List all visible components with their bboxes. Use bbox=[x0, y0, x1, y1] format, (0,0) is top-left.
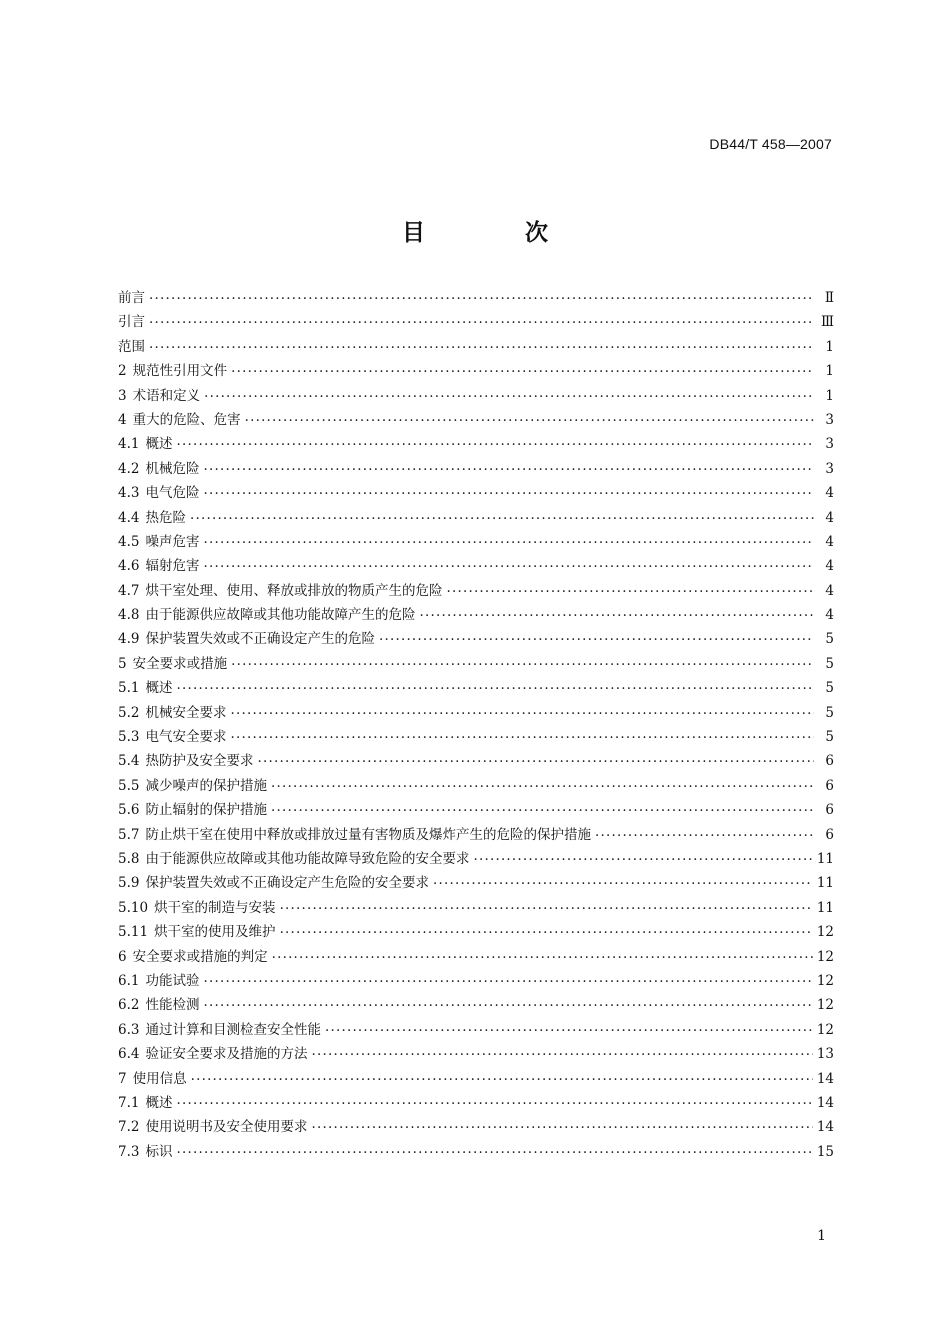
dot-leader bbox=[595, 828, 814, 844]
dot-leader bbox=[271, 779, 814, 795]
toc-entry-number: 5.2 bbox=[118, 704, 140, 721]
toc-entry[interactable] bbox=[118, 286, 834, 310]
toc-entry-title: 烘干室的制造与安装 bbox=[154, 899, 276, 916]
toc-entry-number: 4 bbox=[118, 411, 127, 428]
toc-entry-page: 13 bbox=[816, 1046, 834, 1063]
toc-entry-page: 1 bbox=[825, 338, 834, 355]
toc-entry-page: 12 bbox=[816, 972, 834, 989]
dot-leader bbox=[203, 462, 814, 478]
toc-entry-page: 3 bbox=[825, 436, 834, 453]
toc-entry-number: 4.8 bbox=[118, 607, 140, 624]
dot-leader bbox=[191, 1072, 813, 1088]
dot-leader bbox=[149, 291, 814, 307]
toc-entry-number: 7.3 bbox=[118, 1143, 140, 1160]
dot-leader bbox=[257, 754, 814, 770]
toc-entry-number: 5.10 bbox=[118, 899, 149, 916]
toc-entry-page: 6 bbox=[825, 777, 834, 794]
toc-entry-title: 规范性引用文件 bbox=[132, 363, 228, 380]
toc-entry[interactable] bbox=[118, 993, 834, 1017]
toc-entry-number: 6.3 bbox=[118, 1021, 140, 1038]
dot-leader bbox=[272, 950, 813, 966]
toc-entry-title: 机械安全要求 bbox=[145, 704, 227, 721]
toc-entry-page: 5 bbox=[825, 704, 834, 721]
toc-entry-page: 15 bbox=[816, 1143, 834, 1160]
toc-entry-page: 1 bbox=[825, 387, 834, 404]
toc-entry[interactable] bbox=[118, 530, 834, 554]
toc-entry[interactable] bbox=[118, 579, 834, 603]
toc-entry-title: 安全要求或措施 bbox=[132, 655, 228, 672]
toc-entry-page: 14 bbox=[816, 1094, 834, 1111]
toc-entry[interactable] bbox=[118, 701, 834, 725]
dot-leader bbox=[311, 1047, 812, 1063]
toc-entry[interactable] bbox=[118, 749, 834, 773]
toc-entry-number: 4.6 bbox=[118, 558, 140, 575]
toc-entry-page: 4 bbox=[825, 485, 834, 502]
dot-leader bbox=[230, 730, 814, 746]
dot-leader bbox=[311, 1120, 812, 1136]
toc-entry[interactable] bbox=[118, 1140, 834, 1164]
toc-entry-page: Ⅱ bbox=[824, 290, 834, 306]
toc-entry-title: 引言 bbox=[118, 314, 145, 331]
toc-entry-title: 由于能源供应故障或其他功能故障产生的危险 bbox=[145, 607, 416, 624]
toc-entry-number: 4.9 bbox=[118, 631, 140, 648]
toc-entry-number: 6 bbox=[118, 948, 127, 965]
toc-entry[interactable] bbox=[118, 506, 834, 530]
toc-entry-title: 噪声危害 bbox=[145, 533, 200, 550]
toc-entry-page: Ⅲ bbox=[820, 314, 834, 331]
dot-leader bbox=[176, 1145, 812, 1161]
toc-entry-title: 概述 bbox=[145, 436, 173, 453]
dot-leader bbox=[379, 632, 814, 648]
toc-entry[interactable] bbox=[118, 603, 834, 627]
toc-entry-title: 保护装置失效或不正确设定产生的危险 bbox=[145, 631, 375, 648]
toc-entry-number: 4.2 bbox=[118, 460, 140, 477]
toc-entry[interactable] bbox=[118, 310, 834, 334]
toc-entry-title: 通过计算和目测检查安全性能 bbox=[145, 1021, 321, 1038]
toc-entry-page: 12 bbox=[816, 1021, 834, 1038]
toc-entry-number: 6.4 bbox=[118, 1046, 140, 1063]
dot-leader bbox=[446, 584, 814, 600]
toc-entry-number: 4.7 bbox=[118, 582, 140, 599]
toc-entry[interactable] bbox=[118, 1067, 834, 1091]
toc-entry-title: 辐射危害 bbox=[145, 558, 200, 575]
toc-entry[interactable] bbox=[118, 798, 834, 822]
toc-entry-page: 6 bbox=[825, 753, 834, 770]
toc-entry-page: 4 bbox=[825, 607, 834, 624]
toc-entry-title: 保护装置失效或不正确设定产生危险的安全要求 bbox=[145, 875, 429, 892]
toc-entry[interactable] bbox=[118, 847, 834, 871]
dot-leader bbox=[230, 706, 814, 722]
toc-entry-number: 6.1 bbox=[118, 972, 140, 989]
toc-entry-title: 电气安全要求 bbox=[145, 729, 227, 746]
toc-entry-number: 4.1 bbox=[118, 436, 140, 453]
toc-entry-page: 11 bbox=[816, 850, 834, 867]
toc-entry-page: 14 bbox=[816, 1070, 834, 1087]
toc-entry-page: 1 bbox=[825, 363, 834, 380]
dot-leader bbox=[231, 657, 814, 673]
toc-entry-title: 机械危险 bbox=[145, 460, 200, 477]
toc-entry-title: 防止烘干室在使用中释放或排放过量有害物质及爆炸产生的危险的保护措施 bbox=[145, 826, 591, 843]
dot-leader bbox=[149, 340, 814, 356]
toc-entry-number: 7.1 bbox=[118, 1094, 140, 1111]
dot-leader bbox=[325, 1023, 813, 1039]
dot-leader bbox=[149, 315, 814, 331]
toc-entry-number: 7.2 bbox=[118, 1119, 140, 1136]
toc-entry[interactable] bbox=[118, 359, 834, 383]
toc-entry[interactable] bbox=[118, 725, 834, 749]
toc-entry-page: 4 bbox=[825, 533, 834, 550]
toc-entry[interactable] bbox=[118, 1115, 834, 1139]
toc-entry[interactable] bbox=[118, 627, 834, 651]
toc-entry[interactable] bbox=[118, 384, 834, 408]
dot-leader bbox=[473, 852, 812, 868]
toc-entry-title: 防止辐射的保护措施 bbox=[145, 802, 267, 819]
toc-entry-title: 功能试验 bbox=[145, 972, 200, 989]
dot-leader bbox=[245, 413, 814, 429]
toc-entry-number: 6.2 bbox=[118, 997, 140, 1014]
toc-entry-page: 5 bbox=[825, 655, 834, 672]
toc-entry-page: 4 bbox=[825, 509, 834, 526]
toc-entry-page: 5 bbox=[825, 729, 834, 746]
toc-entry-title: 术语和定义 bbox=[132, 387, 201, 404]
dot-leader bbox=[203, 974, 812, 990]
toc-entry[interactable] bbox=[118, 457, 834, 481]
toc-entry[interactable] bbox=[118, 920, 834, 944]
toc-entry-page: 6 bbox=[825, 826, 834, 843]
toc-entry[interactable] bbox=[118, 871, 834, 895]
dot-leader bbox=[271, 803, 814, 819]
dot-leader bbox=[419, 608, 814, 624]
dot-leader bbox=[176, 681, 814, 697]
toc-entry-title: 烘干室的使用及维护 bbox=[154, 924, 276, 941]
dot-leader bbox=[176, 437, 814, 453]
toc-entry[interactable] bbox=[118, 481, 834, 505]
toc-entry-title: 热防护及安全要求 bbox=[145, 753, 254, 770]
toc-entry-title: 由于能源供应故障或其他功能故障导致危险的安全要求 bbox=[145, 850, 470, 867]
toc-entry-title: 前言 bbox=[118, 290, 145, 306]
toc-entry-number: 5.5 bbox=[118, 777, 140, 794]
toc-entry-number: 5 bbox=[118, 655, 127, 672]
toc-entry-page: 12 bbox=[816, 948, 834, 965]
dot-leader bbox=[280, 925, 813, 941]
toc-entry[interactable] bbox=[118, 676, 834, 700]
toc-entry-title: 概述 bbox=[145, 680, 173, 697]
toc-entry-page: 5 bbox=[825, 631, 834, 648]
dot-leader bbox=[203, 486, 814, 502]
dot-leader bbox=[190, 511, 814, 527]
toc-entry-number: 5.3 bbox=[118, 729, 140, 746]
toc-entry-title: 标识 bbox=[145, 1143, 173, 1160]
dot-leader bbox=[203, 559, 814, 575]
toc-entry-number: 4.5 bbox=[118, 533, 140, 550]
dot-leader bbox=[231, 364, 814, 380]
page-number: 1 bbox=[817, 1228, 826, 1244]
toc-entry[interactable] bbox=[118, 1091, 834, 1115]
toc-entry[interactable] bbox=[118, 945, 834, 969]
toc-entry-number: 2 bbox=[118, 363, 127, 380]
toc-entry-title: 性能检测 bbox=[145, 997, 200, 1014]
toc-entry-page: 4 bbox=[825, 582, 834, 599]
toc-entry[interactable] bbox=[118, 1042, 834, 1066]
toc-entry-title: 范围 bbox=[118, 338, 145, 355]
toc-entry[interactable] bbox=[118, 432, 834, 456]
toc-entry-number: 3 bbox=[118, 387, 127, 404]
toc-entry-page: 14 bbox=[816, 1119, 834, 1136]
dot-leader bbox=[204, 389, 814, 405]
toc-entry-number: 5.7 bbox=[118, 826, 140, 843]
table-of-contents bbox=[118, 286, 834, 1164]
toc-entry-title: 烘干室处理、使用、释放或排放的物质产生的危险 bbox=[145, 582, 443, 599]
dot-leader bbox=[280, 901, 813, 917]
toc-entry-page: 3 bbox=[825, 460, 834, 477]
toc-entry-number: 4.3 bbox=[118, 485, 140, 502]
toc-entry-title: 重大的危险、危害 bbox=[132, 411, 241, 428]
toc-entry[interactable] bbox=[118, 408, 834, 432]
toc-entry-page: 12 bbox=[816, 924, 834, 941]
toc-entry-title: 热危险 bbox=[145, 509, 186, 526]
toc-entry-number: 5.6 bbox=[118, 802, 140, 819]
toc-entry-number: 4.4 bbox=[118, 509, 140, 526]
toc-entry-page: 11 bbox=[816, 899, 834, 916]
toc-entry[interactable] bbox=[118, 774, 834, 798]
toc-entry-page: 3 bbox=[825, 411, 834, 428]
toc-entry-page: 12 bbox=[816, 997, 834, 1014]
page-title: 目 次 bbox=[401, 220, 594, 246]
toc-entry-number: 7 bbox=[118, 1070, 127, 1087]
dot-leader bbox=[433, 876, 813, 892]
toc-entry-number: 5.11 bbox=[118, 924, 149, 941]
toc-entry-title: 安全要求或措施的判定 bbox=[132, 948, 268, 965]
toc-entry[interactable] bbox=[118, 554, 834, 578]
toc-entry-title: 减少噪声的保护措施 bbox=[145, 777, 267, 794]
toc-entry-page: 5 bbox=[825, 680, 834, 697]
toc-entry[interactable] bbox=[118, 1018, 834, 1042]
toc-entry[interactable] bbox=[118, 969, 834, 993]
toc-entry-number: 5.1 bbox=[118, 680, 140, 697]
dot-leader bbox=[176, 1096, 812, 1112]
document-code: DB44/T 458—2007 bbox=[709, 136, 832, 152]
dot-leader bbox=[203, 535, 814, 551]
toc-entry-title: 概述 bbox=[145, 1094, 173, 1111]
toc-entry-title: 电气危险 bbox=[145, 485, 200, 502]
toc-entry-number: 5.4 bbox=[118, 753, 140, 770]
toc-entry-title: 使用信息 bbox=[132, 1070, 187, 1087]
toc-entry-title: 使用说明书及安全使用要求 bbox=[145, 1119, 308, 1136]
toc-entry-number: 5.9 bbox=[118, 875, 140, 892]
dot-leader bbox=[203, 998, 812, 1014]
toc-entry-number: 5.8 bbox=[118, 850, 140, 867]
toc-entry[interactable] bbox=[118, 652, 834, 676]
toc-entry[interactable] bbox=[118, 896, 834, 920]
toc-entry-page: 6 bbox=[825, 802, 834, 819]
toc-entry-title: 验证安全要求及措施的方法 bbox=[145, 1046, 308, 1063]
toc-entry-page: 11 bbox=[816, 875, 834, 892]
toc-entry[interactable] bbox=[118, 823, 834, 847]
toc-entry-page: 4 bbox=[825, 558, 834, 575]
toc-entry[interactable] bbox=[118, 335, 834, 359]
